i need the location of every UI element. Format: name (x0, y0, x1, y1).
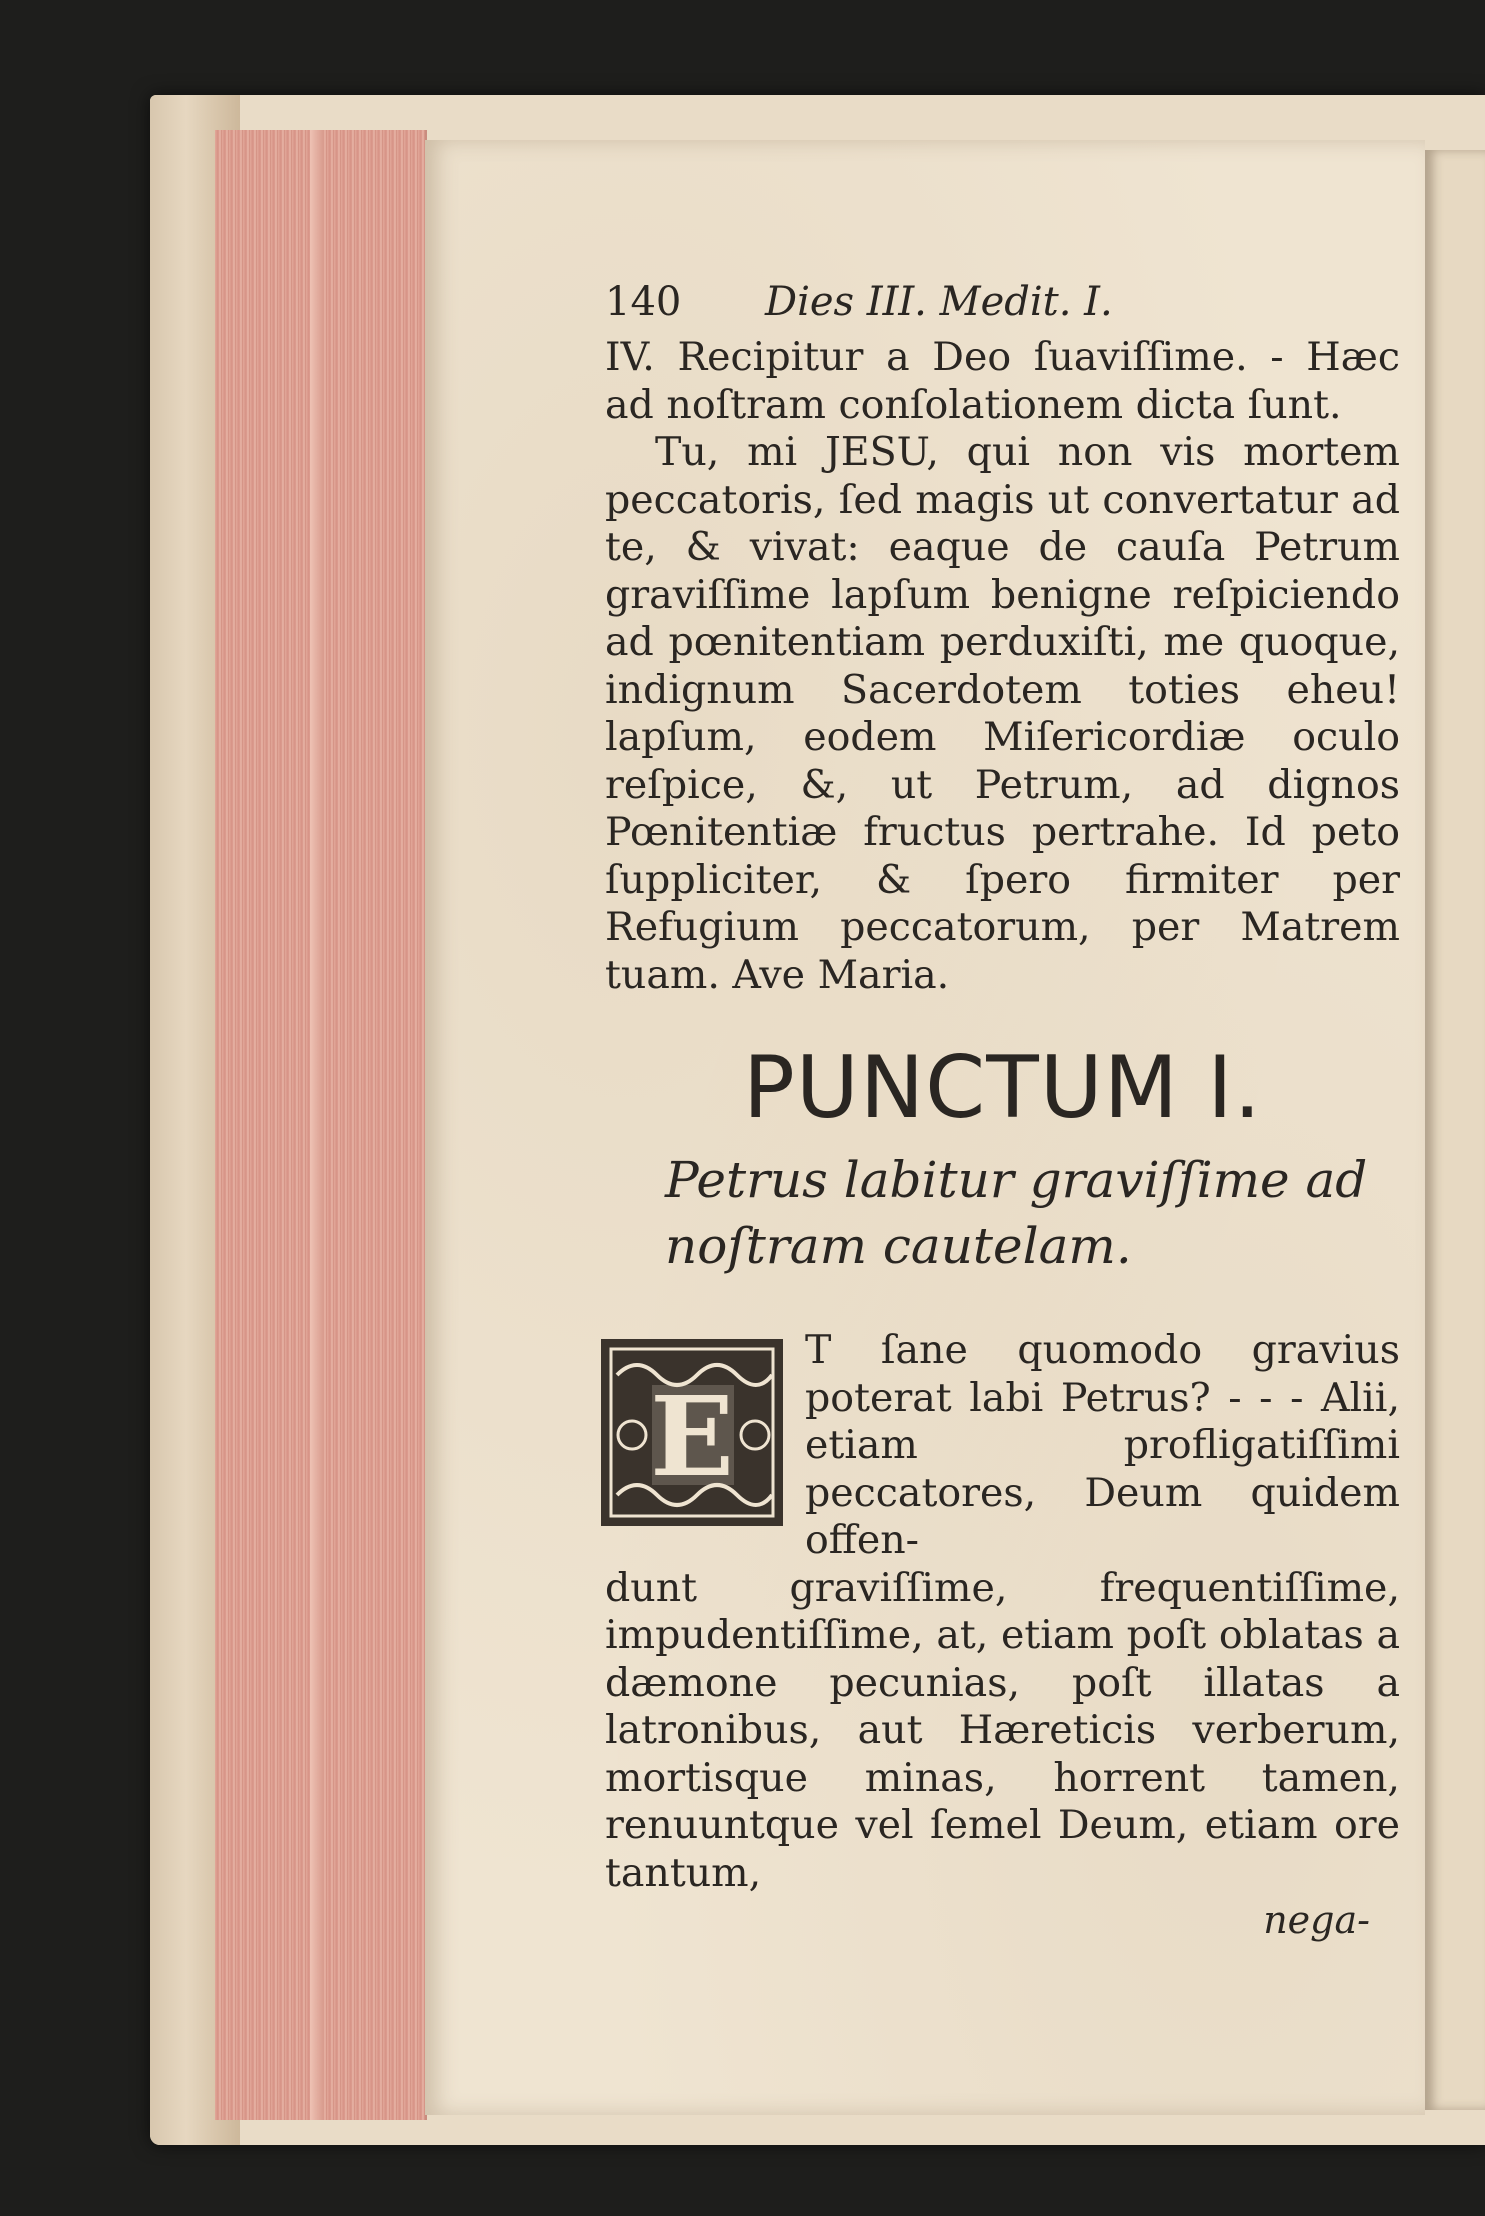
section-first-lines: T ſane quomodo gravius poterat labi Petrus? - - - Alii, etiam profligatiſſimi peccatores, Deum quidem offen- (805, 1327, 1400, 1563)
facing-page-edge (1425, 150, 1485, 2110)
paragraph-2: Tu, mi JESU, qui non vis mortem peccatoris, ſed magis ut convertatur ad te, & vivat: eaque de cauſa Petrum graviſſime lapſum benigne reſpiciendo ad pœnitentiam perduxiſti, me quoque, indignum Sacerdotem toties eheu! lapſum, eodem Miſericordiæ oculo reſpice, &, ut Petrum, ad dignos Pœnitentiæ fructus pertrahe. Id peto ſuppliciter, & ſpero firmiter per Refugium peccatorum, per Matrem tuam. Ave Maria. (605, 429, 1400, 998)
paragraph-1: IV. Recipitur a Deo ſuaviſſime. - Hæc ad noſtram conſolationem dicta ſunt. (605, 334, 1400, 428)
page-header (605, 270, 1400, 334)
page-number: 140 (605, 279, 682, 325)
page-text (605, 270, 1400, 1944)
page-edges (215, 130, 427, 2120)
initial-letter: E (650, 1372, 734, 1501)
section-body (605, 1327, 1400, 1944)
decorated-initial-icon (597, 1335, 787, 1530)
catchword: nega- (1263, 1898, 1370, 1942)
section-subheading: Petrus labitur graviſſime ad noſtram cautelam. (665, 1151, 1368, 1275)
section-heading: PUNCTUM I. (743, 1038, 1262, 1138)
running-title: Dies III. Medit. I. (765, 279, 1113, 325)
section-rest: dunt graviſſime, frequentiſſime, impudentiſſime, at, etiam poſt oblatas a dæmone pecunias, poſt illatas a latronibus, aut Hæreticis verberum, mortisque minas, horrent tamen, renuuntque vel ſemel Deum, etiam ore tantum, (605, 1564, 1400, 1896)
